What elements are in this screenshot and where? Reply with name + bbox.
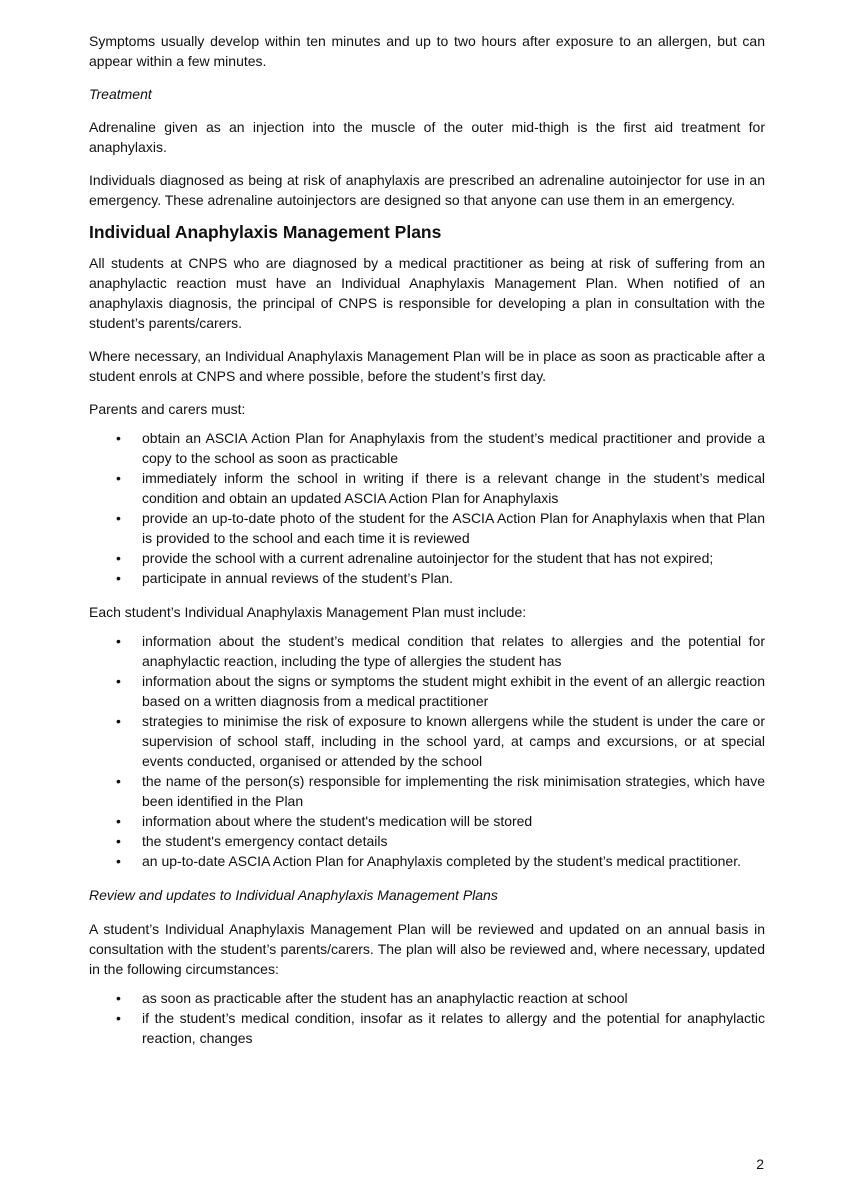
all-students-paragraph: All students at CNPS who are diagnosed by a medical practitioner as being at risk of suffering from an anaphylactic reaction must have an Individual Anaphylaxis Management Plan. When notified of an anaphylaxis diagnosis, the principal of CNPS is responsible for developing a plan in consultation with the student’s parents/carers. xyxy=(89,255,765,331)
review-subheading: Review and updates to Individual Anaphylaxis Management Plans xyxy=(89,887,498,903)
list-item xyxy=(89,548,765,568)
list-item-text: immediately inform the school in writing if there is a relevant change in the student’s medical condition and obtain an updated ASCIA Action Plan for Anaphylaxis xyxy=(142,470,765,506)
symptoms-paragraph: Symptoms usually develop within ten minutes and up to two hours after exposure to an allergen, but can appear within a few minutes. xyxy=(89,33,765,69)
parents-list xyxy=(89,428,765,588)
parents-intro: Parents and carers must: xyxy=(89,401,246,417)
section-heading: Individual Anaphylaxis Management Plans xyxy=(89,222,442,242)
list-item xyxy=(89,468,765,508)
list-item xyxy=(89,631,765,671)
bullet-icon: • xyxy=(116,633,121,649)
list-item-text: information about the student’s medical condition that relates to allergies and the potential for anaphylactic reaction, including the type of allergies the student has xyxy=(142,633,765,669)
bullet-icon: • xyxy=(116,570,121,586)
list-item-text: an up-to-date ASCIA Action Plan for Anaphylaxis completed by the student’s medical practitioner. xyxy=(142,853,741,869)
list-item xyxy=(89,1008,765,1048)
list-item-text: provide an up-to-date photo of the student for the ASCIA Action Plan for Anaphylaxis when that Plan is provided to the school and each time it is reviewed xyxy=(142,510,765,546)
page-content xyxy=(89,31,765,1048)
list-item-text: if the student’s medical condition, insofar as it relates to allergy and the potential for anaphylactic reaction, changes xyxy=(142,1010,765,1046)
list-item xyxy=(89,831,765,851)
bullet-icon: • xyxy=(116,510,121,526)
bullet-icon: • xyxy=(116,550,121,566)
list-item xyxy=(89,568,765,588)
plan-requirements-list xyxy=(89,631,765,871)
bullet-icon: • xyxy=(116,470,121,486)
list-item xyxy=(89,508,765,548)
bullet-icon: • xyxy=(116,990,121,1006)
bullet-icon: • xyxy=(116,833,121,849)
plan-intro: Each student’s Individual Anaphylaxis Management Plan must include: xyxy=(89,604,527,620)
bullet-icon: • xyxy=(116,853,121,869)
bullet-icon: • xyxy=(116,673,121,689)
treatment-subheading: Treatment xyxy=(89,86,152,102)
list-item xyxy=(89,428,765,468)
list-item-text: as soon as practicable after the student has an anaphylactic reaction at school xyxy=(142,990,628,1006)
list-item-text: provide the school with a current adrenaline autoinjector for the student that has not expired; xyxy=(142,550,714,566)
bullet-icon: • xyxy=(116,430,121,446)
page-number: 2 xyxy=(756,1156,764,1172)
bullet-icon: • xyxy=(116,713,121,729)
list-item xyxy=(89,811,765,831)
list-item-text: strategies to minimise the risk of exposure to known allergens while the student is under the care or supervision of school staff, including in the school yard, at camps and excursions, or at special events conducted, organised or attended by the school xyxy=(142,713,765,769)
where-necessary-paragraph: Where necessary, an Individual Anaphylaxis Management Plan will be in place as soon as practicable after a student enrols at CNPS and where possible, before the student’s first day. xyxy=(89,348,765,384)
list-item-text: information about where the student's medication will be stored xyxy=(142,813,533,829)
adrenaline-paragraph: Adrenaline given as an injection into the muscle of the outer mid-thigh is the first aid treatment for anaphylaxis. xyxy=(89,119,765,155)
list-item-text: information about the signs or symptoms the student might exhibit in the event of an allergic reaction based on a written diagnosis from a medical practitioner xyxy=(142,673,765,709)
list-item xyxy=(89,771,765,811)
list-item-text: obtain an ASCIA Action Plan for Anaphylaxis from the student’s medical practitioner and provide a copy to the school as soon as practicable xyxy=(142,430,765,466)
list-item xyxy=(89,988,765,1008)
review-circumstances-list xyxy=(89,988,765,1048)
list-item xyxy=(89,671,765,711)
list-item-text: the student's emergency contact details xyxy=(142,833,388,849)
bullet-icon: • xyxy=(116,1010,121,1026)
list-item-text: participate in annual reviews of the student’s Plan. xyxy=(142,570,454,586)
list-item xyxy=(89,851,765,871)
bullet-icon: • xyxy=(116,773,121,789)
list-item-text: the name of the person(s) responsible for implementing the risk minimisation strategies, which have been identified in the Plan xyxy=(142,773,765,809)
bullet-icon: • xyxy=(116,813,121,829)
review-paragraph: A student’s Individual Anaphylaxis Management Plan will be reviewed and updated on an annual basis in consultation with the student’s parents/carers. The plan will also be reviewed and, where necessary, updated in the following circumstances: xyxy=(89,921,765,977)
autoinjector-paragraph: Individuals diagnosed as being at risk of anaphylaxis are prescribed an adrenaline autoinjector for use in an emergency. These adrenaline autoinjectors are designed so that anyone can use them in an emergency. xyxy=(89,172,765,208)
list-item xyxy=(89,711,765,771)
